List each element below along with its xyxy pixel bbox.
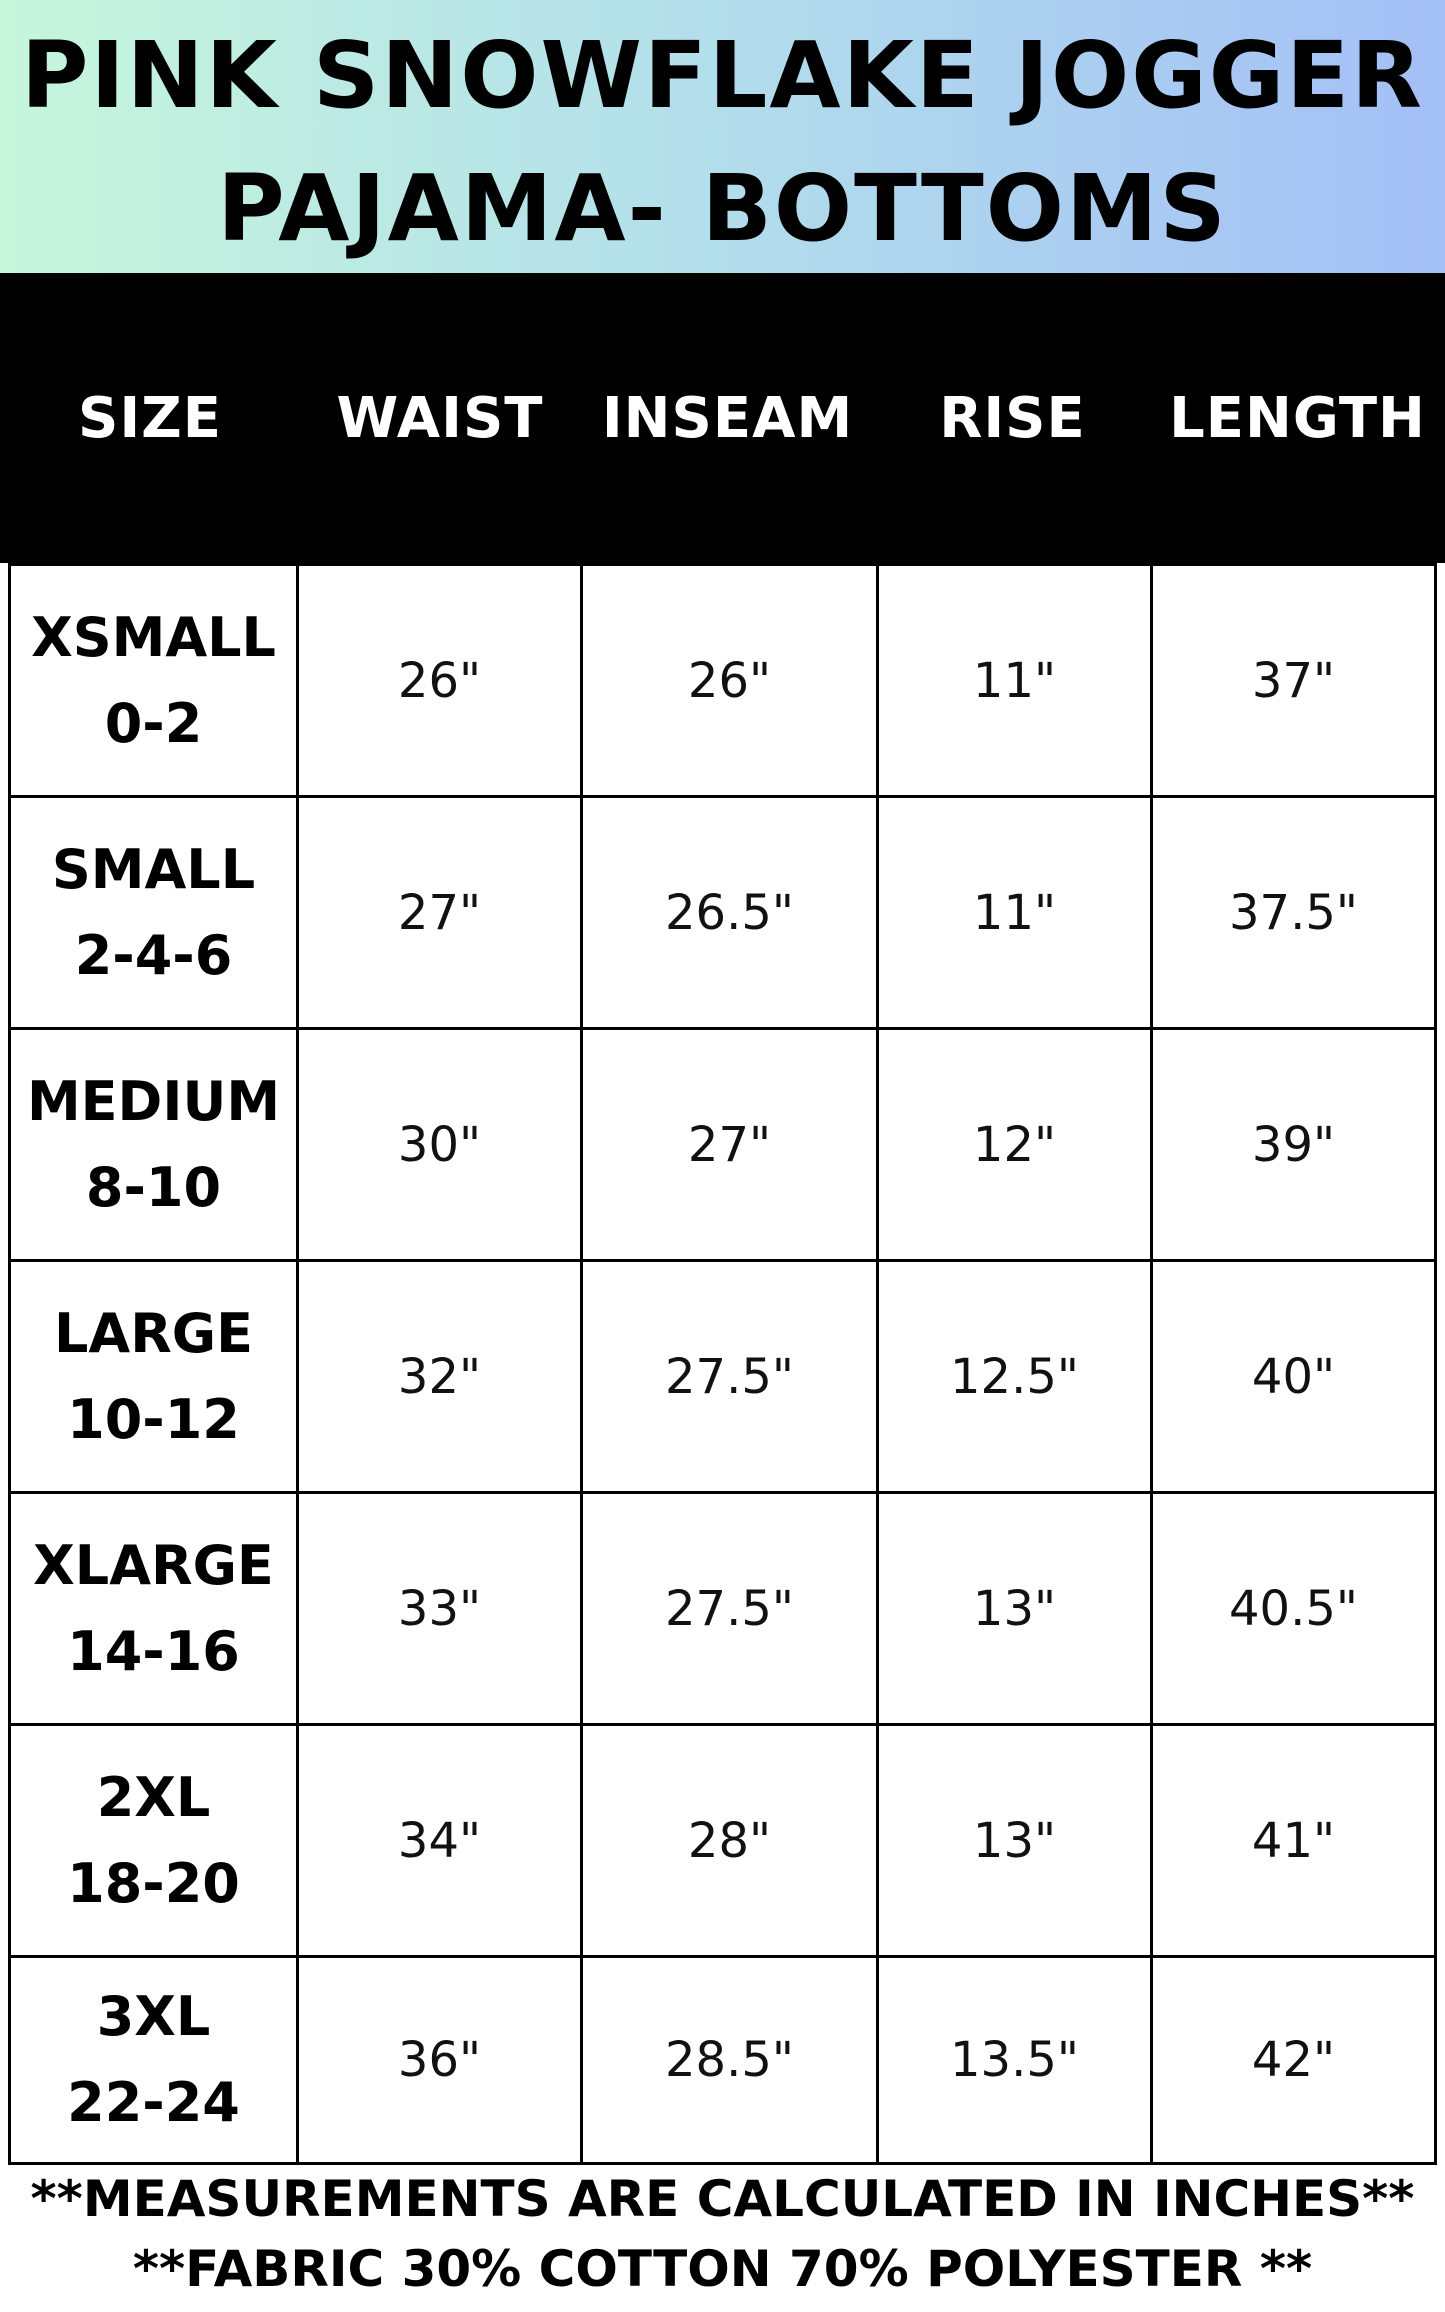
inseam-value-cell [580,1491,876,1723]
waist-value-cell [296,1027,580,1259]
rise-value-cell [876,1027,1150,1259]
rise-value: 13.5" [950,2032,1079,2088]
waist-value: 34" [397,1812,482,1869]
waist-value: 26" [397,652,482,709]
size-label: LARGE [54,1301,253,1365]
title-banner [0,0,1445,273]
size-cell [8,1259,296,1491]
size-cell [8,1491,296,1723]
inseam-value: 27.5" [665,1348,794,1405]
waist-value: 27" [397,884,482,941]
length-value-cell [1150,1027,1437,1259]
inseam-value-cell [580,1259,876,1491]
size-range: 0-2 [104,691,203,755]
length-value-cell [1150,1259,1437,1491]
rise-value: 11" [972,652,1057,709]
inseam-value: 28" [687,1812,772,1869]
waist-value-cell [296,1723,580,1955]
length-value: 40" [1251,1348,1336,1405]
page-title-line-2: PAJAMA- BOTTOMS [217,155,1228,262]
size-label: MEDIUM [26,1069,281,1133]
header-length: LENGTH [1169,385,1426,451]
rise-value: 12.5" [950,1348,1079,1405]
measurement-note: **MEASUREMENTS ARE CALCULATED IN INCHES** [30,2170,1415,2228]
size-label: XSMALL [31,605,276,669]
rise-value-cell [876,563,1150,795]
fabric-note: **FABRIC 30% COTTON 70% POLYESTER ** [132,2240,1313,2298]
length-value: 37.5" [1229,884,1358,941]
size-chart-table [8,563,1437,2165]
length-value-cell [1150,1491,1437,1723]
length-value-cell [1150,1955,1437,2165]
table-header [0,273,1445,563]
length-value: 42" [1251,2032,1336,2088]
inseam-value-cell [580,563,876,795]
waist-value-cell [296,563,580,795]
inseam-value: 27" [687,1116,772,1173]
length-value: 41" [1251,1812,1336,1869]
waist-value: 32" [397,1348,482,1405]
inseam-value-cell [580,795,876,1027]
table-row [8,1259,1437,1491]
header-waist: WAIST [336,385,544,451]
rise-value-cell [876,795,1150,1027]
size-range: 8-10 [85,1155,222,1219]
rise-value: 11" [972,884,1057,941]
size-range: 14-16 [67,1619,240,1683]
rise-value: 13" [972,1580,1057,1637]
size-range: 10-12 [67,1387,240,1451]
size-label: 2XL [96,1765,211,1829]
page-title-line-1: PINK SNOWFLAKE JOGGER [21,22,1424,129]
header-rise: RISE [939,385,1086,451]
length-value-cell [1150,563,1437,795]
inseam-value-cell [580,1723,876,1955]
size-cell [8,563,296,795]
waist-value: 33" [397,1580,482,1637]
rise-value-cell [876,1723,1150,1955]
length-value: 37" [1251,652,1336,709]
waist-value-cell [296,795,580,1027]
rise-value: 13" [972,1812,1057,1869]
size-cell [8,795,296,1027]
length-value-cell [1150,1723,1437,1955]
waist-value-cell [296,1955,580,2165]
waist-value: 30" [397,1116,482,1173]
waist-value-cell [296,1491,580,1723]
size-range: 2-4-6 [74,923,233,987]
size-cell [8,1955,296,2165]
rise-value-cell [876,1491,1150,1723]
rise-value-cell [876,1259,1150,1491]
table-row [8,1723,1437,1955]
table-row [8,795,1437,1027]
header-inseam: INSEAM [601,385,854,451]
size-label: XLARGE [33,1533,274,1597]
table-row [8,1491,1437,1723]
table-row [8,1955,1437,2165]
size-label: 3XL [96,1985,211,2048]
header-size: SIZE [77,385,223,451]
inseam-value-cell [580,1027,876,1259]
rise-value: 12" [972,1116,1057,1173]
waist-value: 36" [397,2032,482,2088]
inseam-value: 26.5" [665,884,794,941]
table-row [8,1027,1437,1259]
inseam-value: 27.5" [665,1580,794,1637]
table-row [8,563,1437,795]
rise-value-cell [876,1955,1150,2165]
inseam-value: 28.5" [665,2032,794,2088]
size-cell [8,1723,296,1955]
inseam-value: 26" [687,652,772,709]
size-range: 18-20 [67,1851,240,1915]
size-cell [8,1027,296,1259]
size-range: 22-24 [67,2071,240,2134]
length-value: 39" [1251,1116,1336,1173]
length-value: 40.5" [1229,1580,1358,1637]
length-value-cell [1150,795,1437,1027]
size-label: SMALL [51,837,256,901]
inseam-value-cell [580,1955,876,2165]
waist-value-cell [296,1259,580,1491]
